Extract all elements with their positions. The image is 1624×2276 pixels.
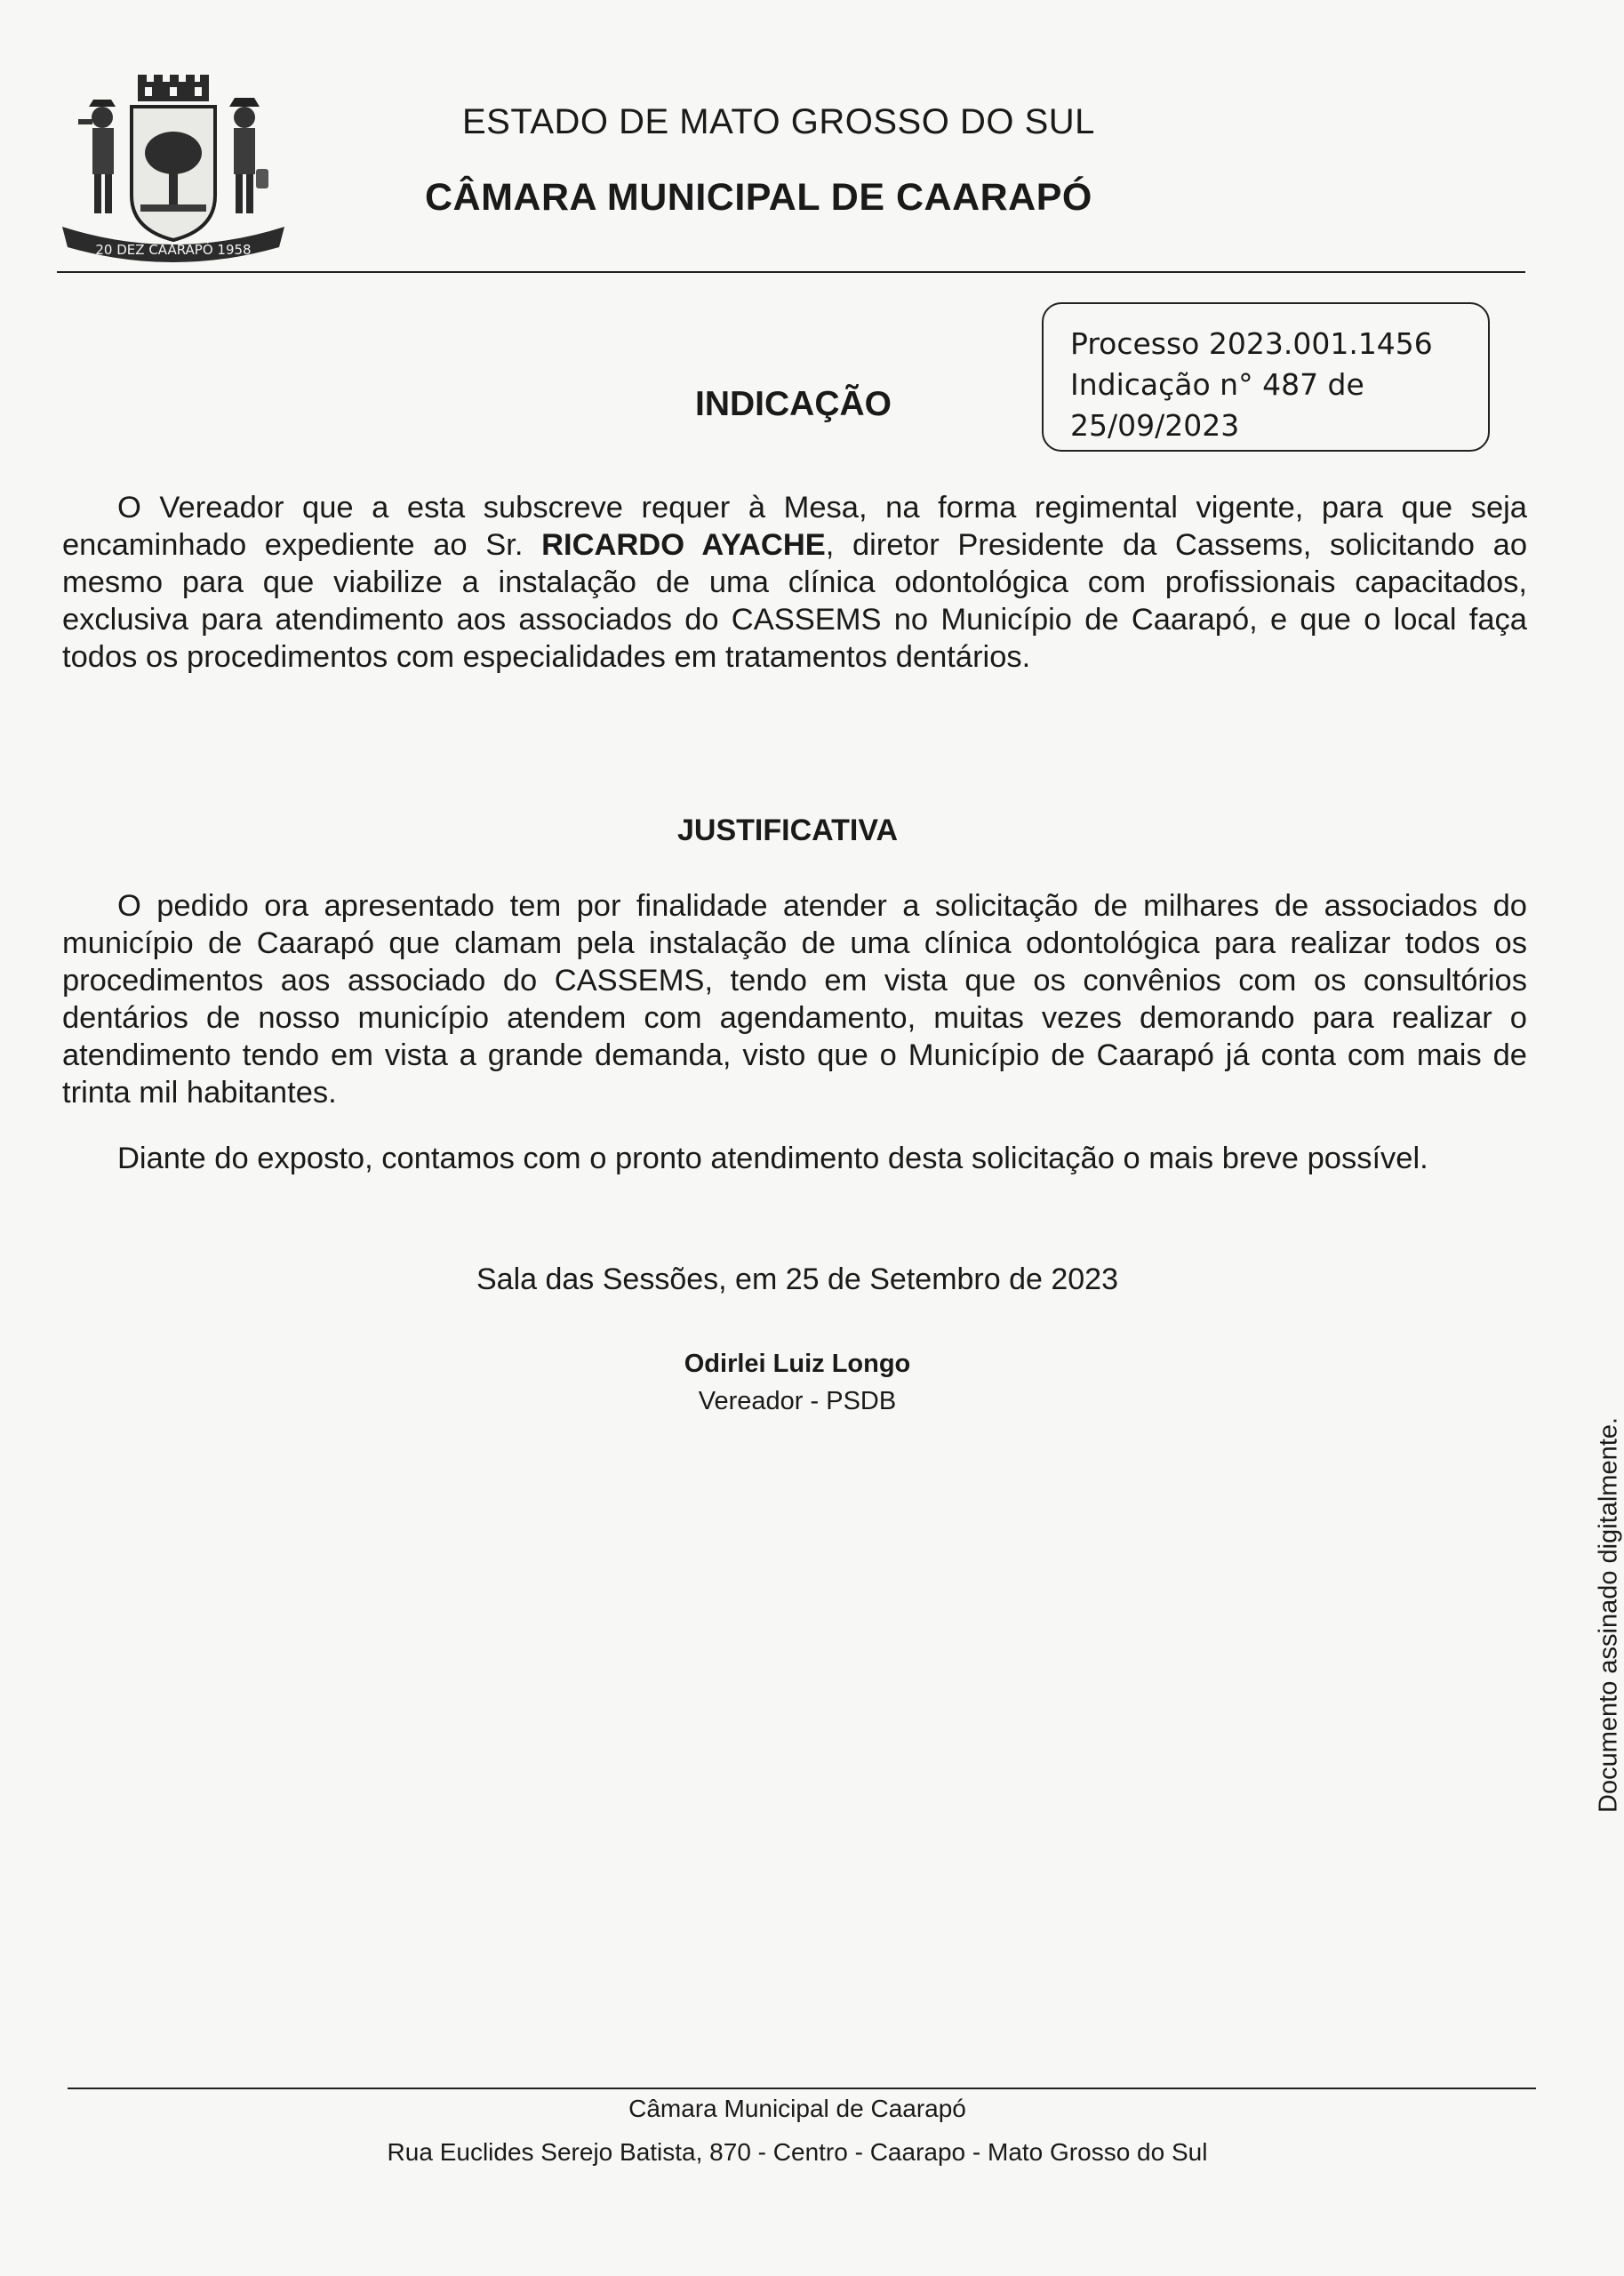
footer-divider — [68, 2088, 1536, 2089]
indication-date: 25/09/2023 — [1070, 408, 1240, 443]
municipal-crest-logo — [53, 71, 293, 271]
process-number: Processo 2023.001.1456 — [1070, 326, 1433, 361]
footer-chamber-name: Câmara Municipal de Caarapó — [628, 2095, 966, 2122]
justificativa-paragraph-2 — [62, 1140, 1527, 1177]
svg-text:20 DEZ CAARAPÓ 1958: 20 DEZ CAARAPÓ 1958 — [95, 242, 252, 258]
indicacao-paragraph — [62, 489, 1527, 676]
header-divider — [57, 271, 1525, 273]
justificativa-text-1: O pedido ora apresentado tem por finalidade atender a solicitação de milhares de associados do município de Caarapó que clamam pela instalação de uma clínica odontológica para realizar todos os procedimentos aos associado do CASSEMS, tendo em vista que os convênios com os consultórios dentários de nosso município atendem com agendamento, muitas vezes demorando para realizar o atendimento tendo em vista a grande demanda, visto que o Município de Caarapó já conta com mais de trinta mil habitantes. — [62, 889, 1527, 1110]
indicacao-text-start: O Vereador que a esta subscreve requer à Mesa, na forma regimental vigente, para que seja encaminhado expediente ao Sr. — [62, 491, 1527, 562]
signer-role: Vereador - PSDB — [698, 1387, 897, 1415]
justificativa-text-2: Diante do exposto, contamos com o pronto atendimento desta solicitação o mais breve possível. — [117, 1142, 1428, 1175]
signer-name: Odirlei Luiz Longo — [684, 1350, 911, 1378]
process-stamp-box — [1042, 302, 1490, 452]
justificativa-paragraph-1 — [62, 887, 1527, 1111]
place-date-line: Sala das Sessões, em 25 de Setembro de 2023 — [476, 1262, 1119, 1296]
indicacao-text-end: , diretor Presidente da Cassems, solicitando ao mesmo para que viabilize a instalação de uma clínica odontológica com profissionais capacitados, exclusiva para atendimento aos associados do CASSEMS no Município de Caarapó, e que o local faça todos os procedimentos com especialidades em tratamentos dentários. — [62, 528, 1528, 674]
state-title: ESTADO DE MATO GROSSO DO SUL — [462, 102, 1095, 141]
footer-address: Rua Euclides Serejo Batista, 870 - Centro - Caarapo - Mato Grosso do Sul — [387, 2138, 1208, 2166]
indication-number: Indicação n° 487 de — [1070, 367, 1364, 402]
justificativa-heading: JUSTIFICATIVA — [677, 813, 899, 847]
chamber-title: CÂMARA MUNICIPAL DE CAARAPÓ — [425, 176, 1092, 219]
recipient-name: RICARDO AYACHE — [541, 528, 826, 562]
indicacao-heading: INDICAÇÃO — [695, 385, 892, 423]
digital-signature-note: Documento assinado digitalmente. — [1594, 1417, 1623, 1813]
